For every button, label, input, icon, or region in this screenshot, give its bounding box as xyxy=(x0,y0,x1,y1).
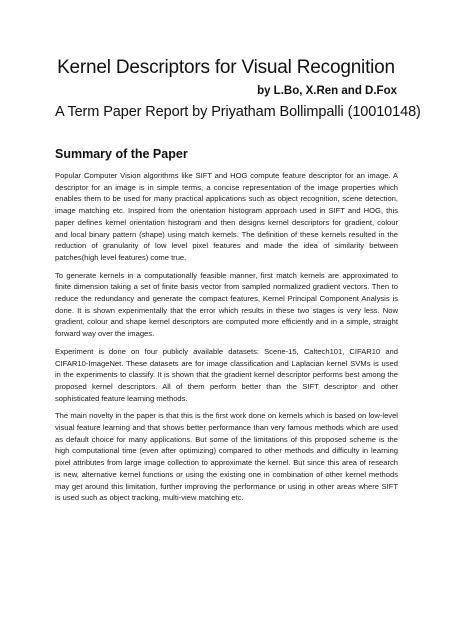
paragraph-4: The main novelty in the paper is that this is the first work done on kernels which is based on low-level visual feature learning and that shows better performance than very famous methods which are used as default choice for many applications. But some of the limitations of this proposed scheme is the high computational time (even after optimizing) compared to other methods and difficulty in learning pixel attributes from large image collection to approximate the kernel. But since this area of research is new, alternative kernel functions or using the existing one in combination of other kernel methods may get around this limitation, further improving the performance or using in other areas where SIFT is used such as object tracking, multi-view matching etc. xyxy=(55,411,398,503)
paragraph-3: Experiment is done on four publicly available datasets: Scene-15, Caltech101, CIFAR10 and CIFAR10-ImageNet. These datasets are for image classification and Laplacian kernel SVMs is used in the experiments to classify. It is shown that the gradient kernel descriptor performs best among the proposed kernel descriptors. All of them perform better than the SIFT descriptor and other sophisticated feature learning methods. xyxy=(55,346,398,403)
report-subtitle: A Term Paper Report by Priyatham Bollimpalli (10010148) xyxy=(55,104,421,120)
section-heading: Summary of the Paper xyxy=(55,147,188,161)
paragraph-2: To generate kernels in a computationally feasible manner, first match kernels are approximated to finite dimension taking a set of finite basis vector from sampled normalized gradient vectors. Then to reduce the redundancy and generate the compact features, Kernel Principal Component Analysis is done. It is shown experimentally that the error which results in these two stages is very less. Now gradient, colour and shape kernel descriptors are computed more efficiently and in a simple, straight forward way over the images. xyxy=(55,270,398,339)
paper-authors: by L.Bo, X.Ren and D.Fox xyxy=(257,85,397,97)
paper-title: Kernel Descriptors for Visual Recognition xyxy=(57,57,395,78)
paragraph-1: Popular Computer Vision algorithms like SIFT and HOG compute feature descriptor for an image. A descriptor for an image is in simple terms, a concise representation of the image properties which enables them to be used for many practical applications such as object recognition, scene detection, image matching etc. Inspired from the orientation histogram approach used in SIFT and HOG, this paper defines kernel orientation histogram and then designs kernel descriptors for gradient, colour and local binary pattern (shape) using match kernels. The definition of these kernels resulted in the reduction of granularity of low level pixel features and made the idea of similarity between patches(high level features) come true. xyxy=(55,171,398,262)
summary-body xyxy=(55,170,398,510)
